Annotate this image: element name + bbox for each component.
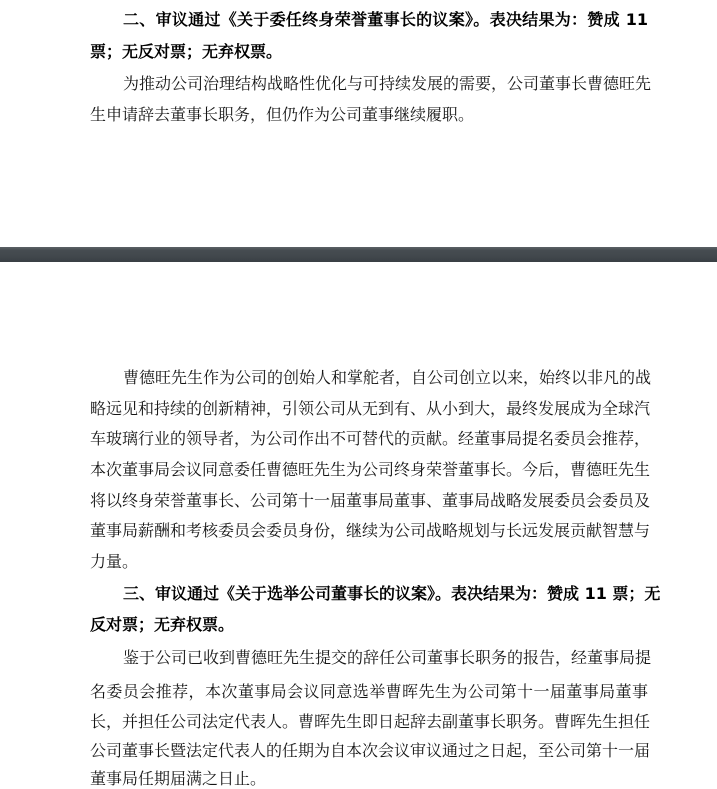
resolution-2-continued-line-3: 车玻璃行业的领导者，为公司作出不可替代的贡献。经董事局提名委员会推荐， [90,429,651,448]
resolution-2-continued-line-6: 董事局薪酬和考核委员会委员身份，继续为公司战略规划与长远发展贡献智慧与 [90,521,651,540]
resolution-2-heading-line-2: 票；无反对票；无弃权票。 [90,42,283,61]
resolution-2-continued-line-4: 本次董事局会议同意委任曹德旺先生为公司终身荣誉董事长。今后，曹德旺先生 [90,460,651,479]
resolution-2-continued-line-1: 曹德旺先生作为公司的创始人和掌舵者，自公司创立以来，始终以非凡的战 [123,368,652,387]
resolution-2-continued-line-5: 将以终身荣誉董事长、公司第十一届董事局董事、董事局战略发展委员会委员及 [90,491,651,510]
resolution-3-heading-line-1: 三、审议通过《关于选举公司董事长的议案》。表决结果为：赞成 11 票；无 [123,584,661,603]
resolution-3-paragraph-line-1: 鉴于公司已收到曹德旺先生提交的辞任公司董事长职务的报告，经董事局提 [123,648,652,667]
resolution-3-paragraph-line-3: 长，并担任公司法定代表人。曹晖先生即日起辞去副董事长职务。曹晖先生担任 [90,712,651,731]
resolution-2-heading-line-1: 二、审议通过《关于委任终身荣誉董事长的议案》。表决结果为：赞成 11 [123,10,648,29]
resolution-3-paragraph-line-4: 公司董事长暨法定代表人的任期为自本次会议审议通过之日起，至公司第十一届 [90,741,651,760]
resolution-2-continued-line-2: 略远见和持续的创新精神，引领公司从无到有、从小到大，最终发展成为全球汽 [90,399,651,418]
resolution-2-paragraph-line-2: 生申请辞去董事长职务，但仍作为公司董事继续履职。 [90,105,475,124]
resolution-3-paragraph-line-5: 董事局任期届满之日止。 [90,769,267,788]
resolution-2-continued-line-7: 力量。 [90,552,139,571]
resolution-3-heading-line-2: 反对票；无弃权票。 [90,615,235,634]
resolution-3-paragraph-line-2: 名委员会推荐，本次董事局会议同意选举曹晖先生为公司第十一届董事局董事 [90,682,648,701]
page-break-separator [0,247,717,262]
resolution-2-paragraph-line-1: 为推动公司治理结构战略性优化与可持续发展的需要，公司董事长曹德旺先 [123,74,652,93]
